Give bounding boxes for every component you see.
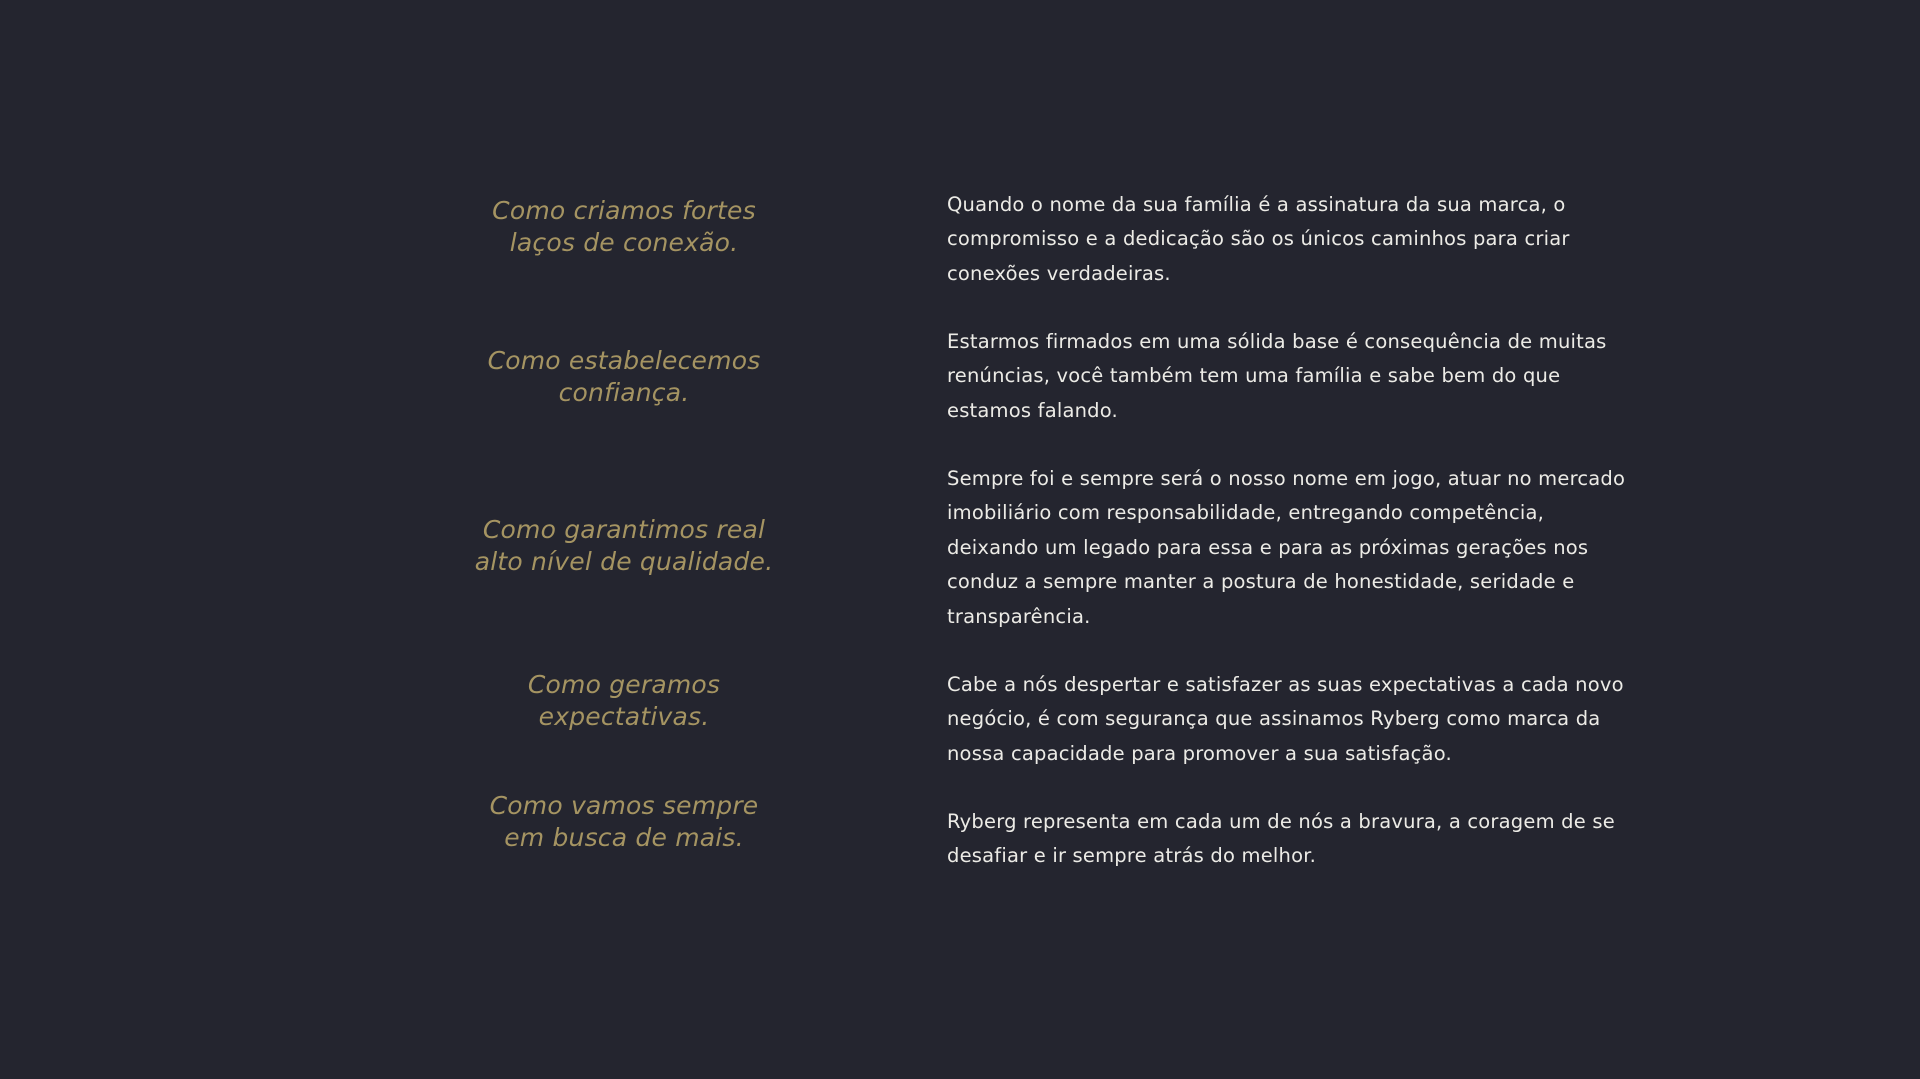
text-line: transparência.	[947, 604, 1091, 628]
heading-line: Como geramos	[527, 670, 721, 699]
text-line: Quando o nome da sua família é a assinatura da sua marca, o	[947, 193, 1566, 216]
section-heading-connection	[424, 195, 824, 259]
text-line: nossa capacidade para promover a sua satisfação.	[947, 741, 1452, 765]
section-text-connection	[947, 188, 1667, 291]
section-heading-quality	[424, 514, 824, 578]
text-line: Estarmos firmados em uma sólida base é consequência de muitas	[947, 330, 1607, 353]
text-line: negócio, é com segurança que assinamos Ryberg como marca da	[947, 707, 1601, 731]
text-line: Sempre foi e sempre será o nosso nome em jogo, atuar no mercado	[947, 467, 1626, 490]
section-heading-trust	[424, 345, 824, 409]
text-line: Ryberg representa em cada um de nós a bravura, a coragem de se	[947, 810, 1615, 833]
heading-line: Como estabelecemos	[487, 346, 761, 375]
section-text-expectations	[947, 668, 1667, 771]
text-line: conduz a sempre manter a postura de honestidade, seridade e	[947, 570, 1575, 594]
text-line: desafiar e ir sempre atrás do melhor.	[947, 844, 1317, 868]
section-heading-expectations	[424, 669, 824, 733]
text-line: compromisso e a dedicação são os únicos caminhos para criar	[947, 227, 1570, 251]
text-line: Cabe a nós despertar e satisfazer as suas expectativas a cada novo	[947, 673, 1624, 696]
text-line: conexões verdadeiras.	[947, 261, 1171, 285]
text-line: renúncias, você também tem uma família e sabe bem do que	[947, 364, 1561, 388]
section-text-more	[947, 805, 1667, 874]
heading-line: alto nível de qualidade.	[474, 547, 774, 576]
heading-line: expectativas.	[538, 702, 710, 731]
text-line: deixando um legado para essa e para as próximas gerações nos	[947, 535, 1589, 559]
section-text-quality	[947, 462, 1667, 634]
heading-line: Como criamos fortes	[492, 196, 756, 225]
section-text-trust	[947, 325, 1667, 428]
text-line: estamos falando.	[947, 398, 1118, 422]
heading-line: Como garantimos real	[482, 515, 766, 544]
heading-line: Como vamos sempre	[489, 791, 759, 820]
heading-line: em busca de mais.	[504, 823, 744, 852]
heading-line: laços de conexão.	[509, 228, 739, 257]
text-line: imobiliário com responsabilidade, entregando competência,	[947, 501, 1545, 525]
section-heading-more	[424, 790, 824, 854]
heading-line: confiança.	[558, 378, 690, 407]
